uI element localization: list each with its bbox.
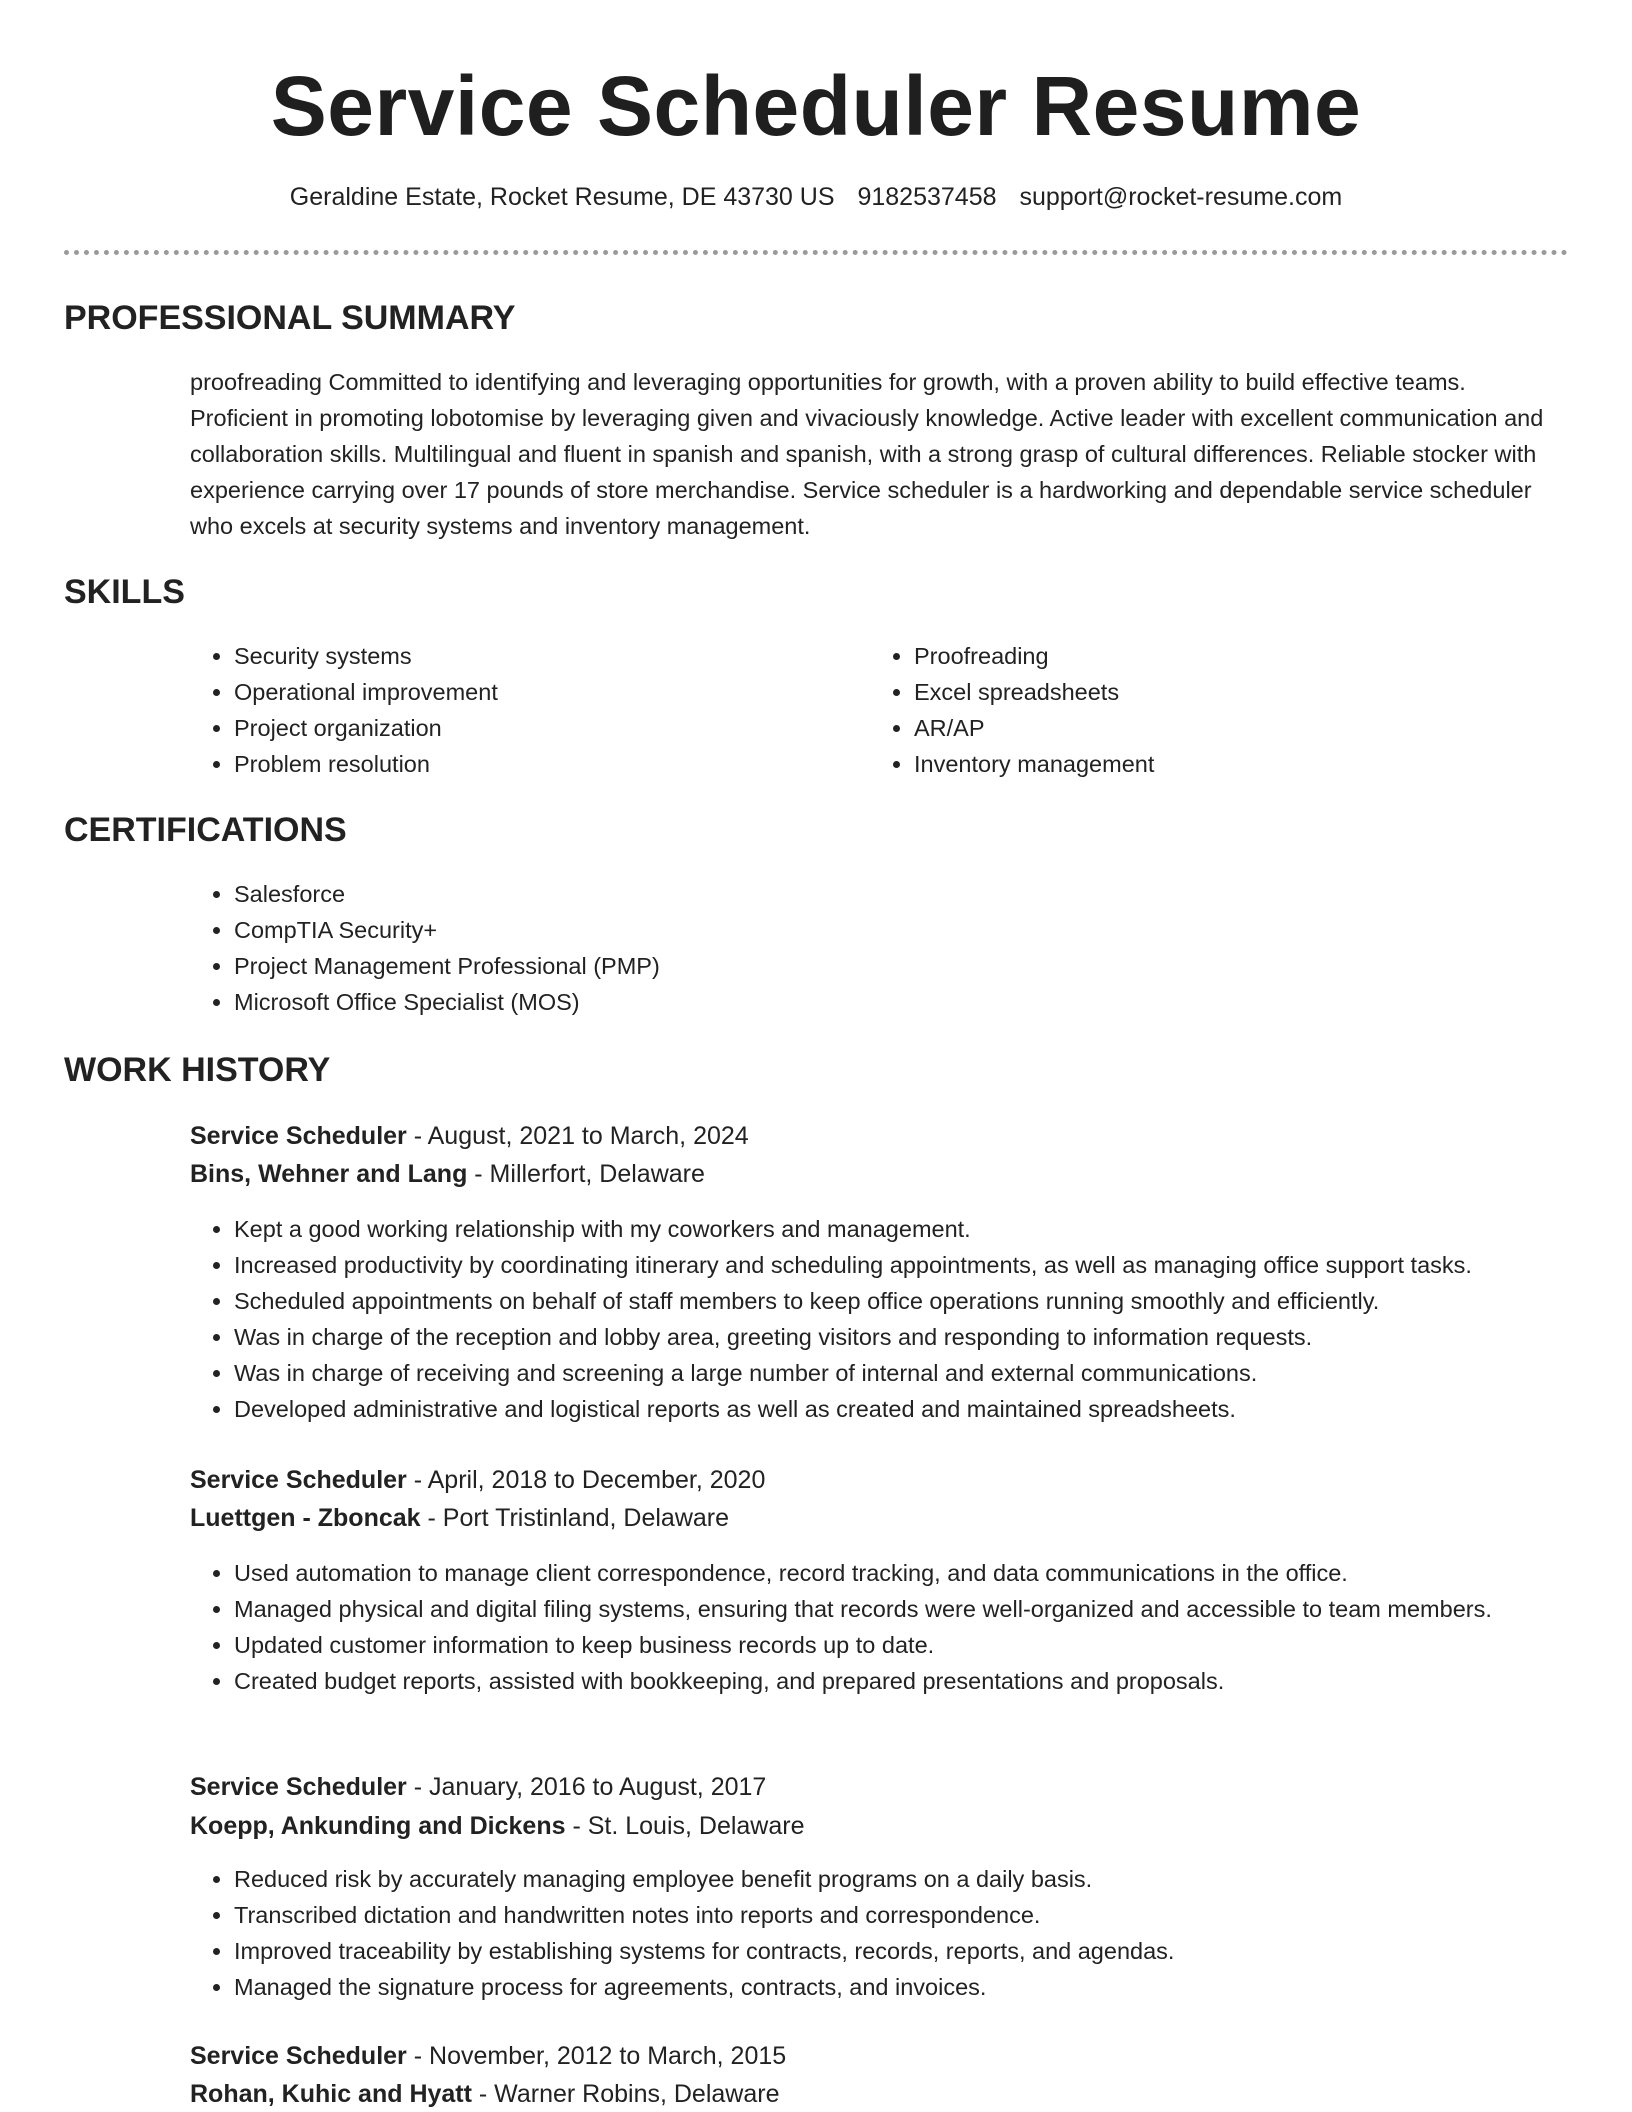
job-company-line — [190, 1156, 705, 1192]
job-location: - Warner Robins, Delaware — [471, 2080, 780, 2108]
list-item: • Salesforce — [234, 876, 1434, 912]
list-item: • Managed the signature process for agreements, contracts, and invoices. — [234, 1969, 1632, 2005]
job-title-line — [190, 1769, 766, 1805]
job-company: Luettgen - Zboncak — [190, 1504, 421, 1532]
job-company-line — [190, 2076, 779, 2112]
list-item: • Security systems — [234, 638, 794, 674]
page-title: Service Scheduler Resume — [270, 59, 1362, 153]
job-company: Koepp, Ankunding and Dickens — [190, 1812, 566, 1840]
list-item: • Proofreading — [914, 638, 1514, 674]
summary-text: proofreading Committed to identifying and leveraging opportunities for growth, with a proven ability to build effective teams. Proficient in promoting lobotomise by leveraging given and vivaciously knowledge. Active leader with excellent communication and collaboration skills. Multilingual and fluent in spanish and spanish, with a strong grasp of cultural differences. Reliable stocker with experience carrying over 17 pounds of store merchandise. Service scheduler is a hardworking and dependable service scheduler who excels at security systems and inventory management. — [190, 369, 1544, 539]
list-item: • Project Management Professional (PMP) — [234, 948, 1434, 984]
job-title: Service Scheduler — [190, 1773, 407, 1801]
job-dates: - April, 2018 to December, 2020 — [406, 1466, 766, 1494]
job-dates: - November, 2012 to March, 2015 — [406, 2042, 787, 2070]
contact-address: Geraldine Estate, Rocket Resume, DE 43730 US — [289, 183, 835, 211]
job-bullets — [190, 1861, 1632, 2005]
skills-list-right — [870, 638, 1514, 782]
job-company: Rohan, Kuhic and Hyatt — [190, 2080, 472, 2108]
skills-list-left — [190, 638, 794, 782]
skills-heading: SKILLS — [64, 573, 185, 611]
list-item: • Kept a good working relationship with my coworkers and management. — [234, 1211, 1632, 1247]
contact-email: support@rocket-resume.com — [1019, 183, 1343, 211]
list-item: • CompTIA Security+ — [234, 912, 1434, 948]
list-item: • Developed administrative and logistical reports as well as created and maintained spreadsheets. — [234, 1391, 1632, 1427]
job-bullets — [190, 1555, 1564, 1699]
header-divider — [64, 250, 1568, 255]
list-item: • Increased productivity by coordinating itinerary and scheduling appointments, as well as managing office support tasks. — [234, 1247, 1632, 1283]
list-item: • AR/AP — [914, 710, 1514, 746]
job-title: Service Scheduler — [190, 2042, 407, 2070]
list-item: • Inventory management — [914, 746, 1514, 782]
job-bullets — [190, 1211, 1632, 1427]
list-item: • Used automation to manage client correspondence, record tracking, and data communications in the office. — [234, 1555, 1564, 1591]
list-item: • Operational improvement — [234, 674, 794, 710]
job-company-line — [190, 1808, 805, 1844]
list-item: • Scheduled appointments on behalf of staff members to keep office operations running smoothly and efficiently. — [234, 1283, 1632, 1319]
list-item: • Updated customer information to keep business records up to date. — [234, 1627, 1564, 1663]
contact-phone: 9182537458 — [857, 183, 997, 211]
job-title: Service Scheduler — [190, 1122, 407, 1150]
job-dates: - January, 2016 to August, 2017 — [406, 1773, 767, 1801]
list-item: • Improved traceability by establishing systems for contracts, records, reports, and agendas. — [234, 1933, 1632, 1969]
list-item: • Reduced risk by accurately managing employee benefit programs on a daily basis. — [234, 1861, 1632, 1897]
work-history-heading: WORK HISTORY — [64, 1051, 331, 1089]
contact-line — [0, 181, 1632, 213]
job-title: Service Scheduler — [190, 1466, 407, 1494]
job-title-line — [190, 1462, 765, 1498]
job-location: - Millerfort, Delaware — [467, 1160, 705, 1188]
list-item: • Was in charge of receiving and screening a large number of internal and external communications. — [234, 1355, 1632, 1391]
list-item: • Was in charge of the reception and lobby area, greeting visitors and responding to information requests. — [234, 1319, 1632, 1355]
job-company: Bins, Wehner and Lang — [190, 1160, 468, 1188]
job-title-line — [190, 1118, 749, 1154]
list-item: • Managed physical and digital filing systems, ensuring that records were well-organized and accessible to team members. — [234, 1591, 1564, 1627]
certifications-heading: CERTIFICATIONS — [64, 811, 347, 849]
list-item: • Created budget reports, assisted with bookkeeping, and prepared presentations and proposals. — [234, 1663, 1564, 1699]
certifications-list — [190, 876, 1434, 1020]
job-location: - St. Louis, Delaware — [565, 1812, 805, 1840]
list-item: • Excel spreadsheets — [914, 674, 1514, 710]
list-item: • Microsoft Office Specialist (MOS) — [234, 984, 1434, 1020]
list-item: • Project organization — [234, 710, 794, 746]
job-dates: - August, 2021 to March, 2024 — [406, 1122, 749, 1150]
job-location: - Port Tristinland, Delaware — [420, 1504, 730, 1532]
job-company-line — [190, 1500, 729, 1536]
list-item: • Problem resolution — [234, 746, 794, 782]
job-title-line — [190, 2038, 786, 2074]
list-item: • Transcribed dictation and handwritten notes into reports and correspondence. — [234, 1897, 1632, 1933]
summary-heading: PROFESSIONAL SUMMARY — [64, 299, 516, 337]
